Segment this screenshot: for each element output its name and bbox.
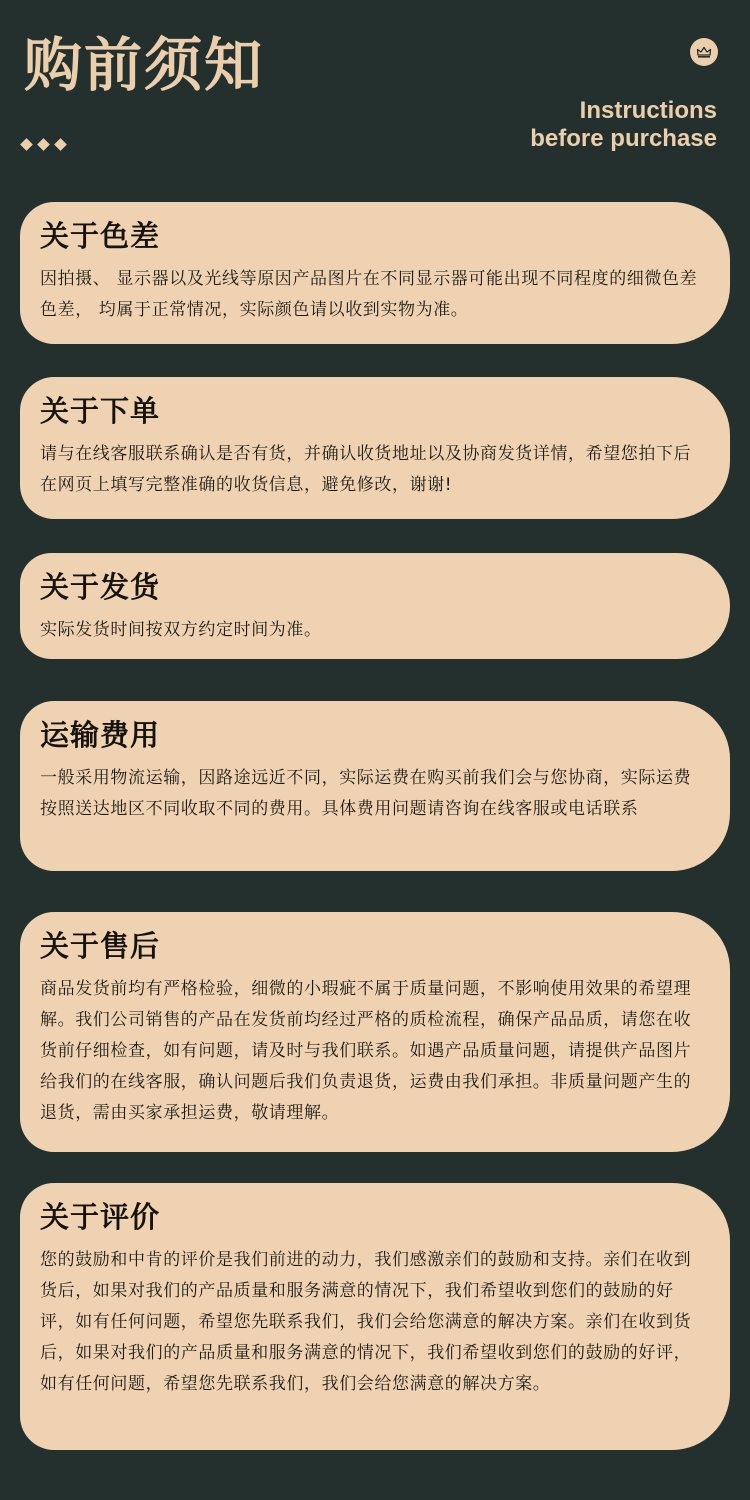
page-subtitle — [530, 97, 717, 153]
diamond-dot-icon — [54, 138, 67, 151]
card-body: 实际发货时间按双方约定时间为准。 — [40, 620, 322, 640]
card-title: 关于下单 — [40, 394, 161, 428]
card-body: 一般采用物流运输，因路途远近不同，实际运费在购买前我们会与您协商，实际运费按照送达地区不同收取不同的费用。具体费用问题请咨询在线客服或电话联系 — [40, 768, 692, 819]
crown-icon — [695, 43, 713, 61]
page-header — [0, 0, 750, 200]
card-reviews — [20, 1183, 730, 1450]
page-title: 购前须知 — [24, 31, 265, 99]
crown-badge — [690, 38, 718, 66]
card-title: 关于色差 — [40, 219, 161, 253]
diamond-dot-icon — [37, 138, 50, 151]
diamond-dot-icon — [20, 138, 33, 151]
card-body: 您的鼓励和中肯的评价是我们前进的动力，我们感激亲们的鼓励和支持。亲们在收到货后，如果对我们的产品质量和服务满意的情况下，我们希望收到您们的鼓励的好评，如有任何问题，希望您先联系我们，我们会给您满意的解决方案。亲们在收到货后，如果对我们的产品质量和服务满意的情况下，我们希望收到您们的鼓励的好评，如有任何问题，希望您先联系我们，我们会给您满意的解决方案。 — [40, 1250, 692, 1394]
card-title: 运输费用 — [40, 718, 161, 752]
decorative-dots — [22, 140, 65, 149]
subtitle-line-2: before purchase — [530, 125, 717, 152]
card-after-sales — [20, 912, 730, 1152]
card-title: 关于售后 — [40, 929, 161, 963]
card-shipping — [20, 553, 730, 659]
card-body: 因拍摄、 显示器以及光线等原因产品图片在不同显示器可能出现不同程度的细微色差色差， 均属于正常情况，实际颜色请以收到实物为准。 — [40, 269, 698, 320]
card-body: 商品发货前均有严格检验，细微的小瑕疵不属于质量问题，不影响使用效果的希望理解。我们公司销售的产品在发货前均经过严格的质检流程，确保产品品质，请您在收货前仔细检查，如有问题，请及时与我们联系。如遇产品质量问题，请提供产品图片给我们的在线客服，确认问题后我们负责退货，运费由我们承担。非质量问题产生的退货，需由买家承担运费，敬请理解。 — [40, 979, 692, 1123]
subtitle-line-1: Instructions — [579, 97, 717, 124]
card-freight-cost — [20, 701, 730, 871]
card-title: 关于评价 — [40, 1200, 161, 1234]
card-title: 关于发货 — [40, 570, 161, 604]
card-ordering — [20, 377, 730, 519]
card-body: 请与在线客服联系确认是否有货，并确认收货地址以及协商发货详情，希望您拍下后在网页上填写完整准确的收货信息，避免修改，谢谢! — [40, 444, 692, 495]
card-color-difference — [20, 202, 730, 344]
